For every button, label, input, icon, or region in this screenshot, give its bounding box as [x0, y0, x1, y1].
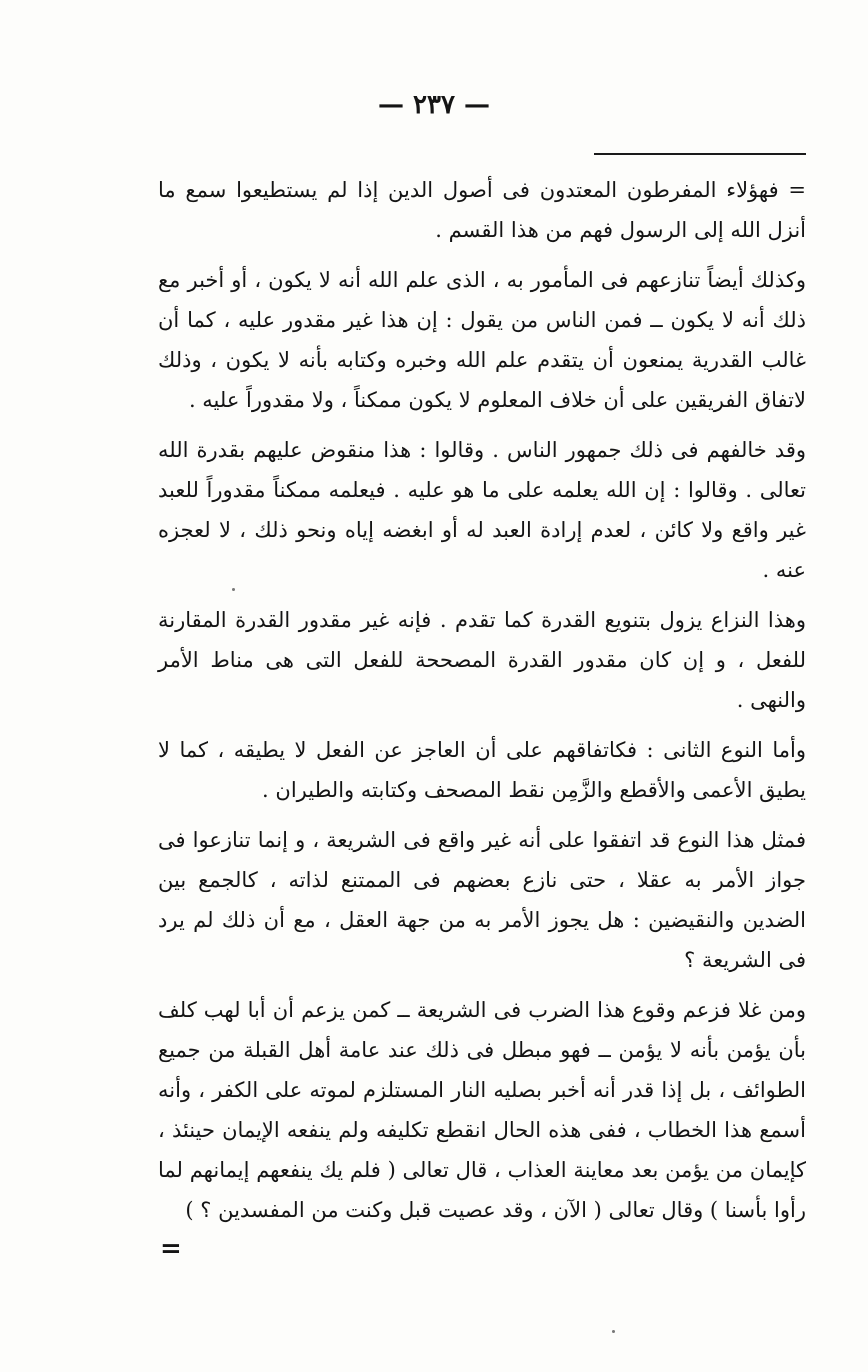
paragraph-7: ومن غلا فزعم وقوع هذا الضرب فى الشريعة ــ كمن يزعم أن أبا لهب كلف بأن يؤمن بأنه لا يؤمن ــ فهو مبطل فى ذلك عند عامة أهل القبلة من جميع الطوائف ، بل إذا قدر أنه أخبر بصليه النار المستلزم لموته على الكفر ، وأنه أسمع هذا الخطاب ، ففى هذه الحال انقطع تكليفه ولم ينفعه الإيمان حينئذ ، كإيمان من يؤمن بعد معاينة العذاب ، قال تعالى ( فلم يك ينفعهم إيمانهم لما رأوا بأسنا ) وقال تعالى ( الآن ، وقد عصيت قبل وكنت من المفسدين ؟ ) [158, 998, 806, 1222]
scan-speck [232, 588, 235, 591]
paragraph-3: وقد خالفهم فى ذلك جمهور الناس . وقالوا : هذا منقوض عليهم بقدرة الله تعالى . وقالوا : إن الله يعلمه على ما هو عليه . فيعلمه ممكناً مقدوراً للعبد غير واقع ولا كائن ، لعدم إرادة العبد له أو ابغضه إياه ونحو ذلك ، لا لعجزه عنه . [158, 438, 806, 582]
paragraph-1: = فهؤلاء المفرطون المعتدون فى أصول الدين إذا لم يستطيعوا سمع ما أنزل الله إلى الرسول فهم من هذا القسم . [158, 178, 806, 242]
paragraph-6: فمثل هذا النوع قد اتفقوا على أنه غير واقع فى الشريعة ، و إنما تنازعوا فى جواز الأمر به عقلا ، حتى نازع بعضهم فى الممتنع لذاته ، كالجمع بين الضدين والنقيضين : هل يجوز الأمر به من جهة العقل ، مع أن ذلك لم يرد فى الشريعة ؟ [158, 828, 806, 972]
scan-speck [612, 1330, 615, 1333]
paragraph-4: وهذا النزاع يزول بتنويع القدرة كما تقدم . فإنه غير مقدور القدرة المقارنة للفعل ، و إن كان مقدور القدرة المصححة للفعل التى هى مناط الأمر والنهى . [158, 608, 806, 712]
paragraph-2: وكذلك أيضاً تنازعهم فى المأمور به ، الذى علم الله أنه لا يكون ، أو أخبر مع ذلك أنه لا يكون ــ فمن الناس من يقول : إن هذا غير مقدور عليه ، كما أن غالب القدرية يمنعون أن يتقدم علم الله وخبره وكتابه بأنه لا يكون ، وذلك لاتفاق الفريقين على أن خلاف المعلوم لا يكون ممكناً ، ولا مقدوراً عليه . [158, 268, 806, 412]
paragraph-5: وأما النوع الثانى : فكاتفاقهم على أن العاجز عن الفعل لا يطيقه ، كما لا يطيق الأعمى والأقطع والزَّمِن نقط المصحف وكتابته والطيران . [158, 738, 806, 802]
continuation-mark: = [160, 1234, 182, 1264]
header-rule [594, 153, 806, 155]
body-text [158, 170, 806, 1240]
page-number: — ٢٣٧ — [377, 90, 491, 120]
